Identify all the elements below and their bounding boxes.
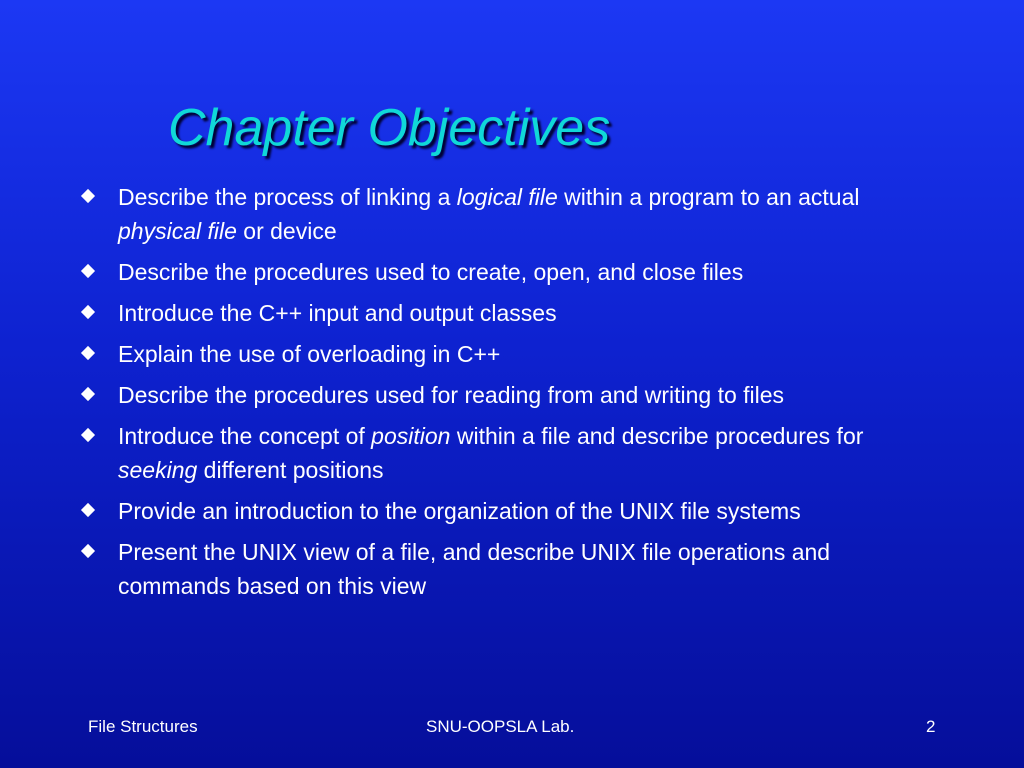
objective-text [118, 300, 557, 326]
objective-text [118, 382, 784, 408]
objective-text [118, 539, 830, 599]
objective-text-segment: or device [236, 218, 337, 244]
objective-text-segment: Introduce the concept of [118, 423, 372, 449]
diamond-bullet-icon [81, 264, 95, 278]
footer-slide-number: 2 [926, 717, 936, 736]
objective-text-segment: Present the UNIX view of a file, and describe UNIX file operations and commands based on this view [118, 539, 831, 599]
objective-text-segment: within a program to an actual [557, 184, 860, 210]
objective-text-segment: Provide an introduction to the organization of the UNIX file systems [118, 498, 801, 524]
objective-text-emphasis: seeking [118, 457, 198, 483]
objective-text-emphasis: physical file [118, 218, 237, 244]
objective-text-segment: Describe the procedures used to create, open, and close files [118, 259, 744, 285]
diamond-bullet-icon [81, 387, 95, 401]
objective-text [118, 498, 801, 524]
objective-item [80, 180, 940, 248]
objective-text-segment: Explain the use of overloading in C++ [118, 341, 501, 367]
objective-text-segment: within a file and describe procedures for [450, 423, 864, 449]
objective-text [118, 259, 743, 285]
objective-item [80, 337, 940, 371]
objective-text-emphasis: position [371, 423, 451, 449]
objective-item [80, 535, 940, 603]
objective-item [80, 378, 940, 412]
objective-text-emphasis: logical file [456, 184, 558, 210]
objective-text-segment: Introduce the C++ input and output classes [118, 300, 557, 326]
objectives-list [80, 180, 940, 610]
objective-text [118, 184, 860, 244]
diamond-bullet-icon [81, 544, 95, 558]
objective-text [118, 341, 500, 367]
diamond-bullet-icon [81, 305, 95, 319]
objective-text-segment: Describe the process of linking a [118, 184, 457, 210]
diamond-bullet-icon [81, 503, 95, 517]
objective-text-segment: different positions [197, 457, 384, 483]
objective-text-segment: Describe the procedures used for reading from and writing to files [118, 382, 785, 408]
slide-title: Chapter Objectives [168, 99, 611, 157]
diamond-bullet-icon [81, 428, 95, 442]
objective-item [80, 419, 940, 487]
objective-item [80, 255, 940, 289]
footer-lab-name: SNU-OOPSLA Lab. [426, 717, 575, 736]
objective-text [118, 423, 863, 483]
objective-item [80, 296, 940, 330]
footer-course-name: File Structures [88, 717, 198, 736]
objective-item [80, 494, 940, 528]
diamond-bullet-icon [81, 346, 95, 360]
diamond-bullet-icon [81, 189, 95, 203]
